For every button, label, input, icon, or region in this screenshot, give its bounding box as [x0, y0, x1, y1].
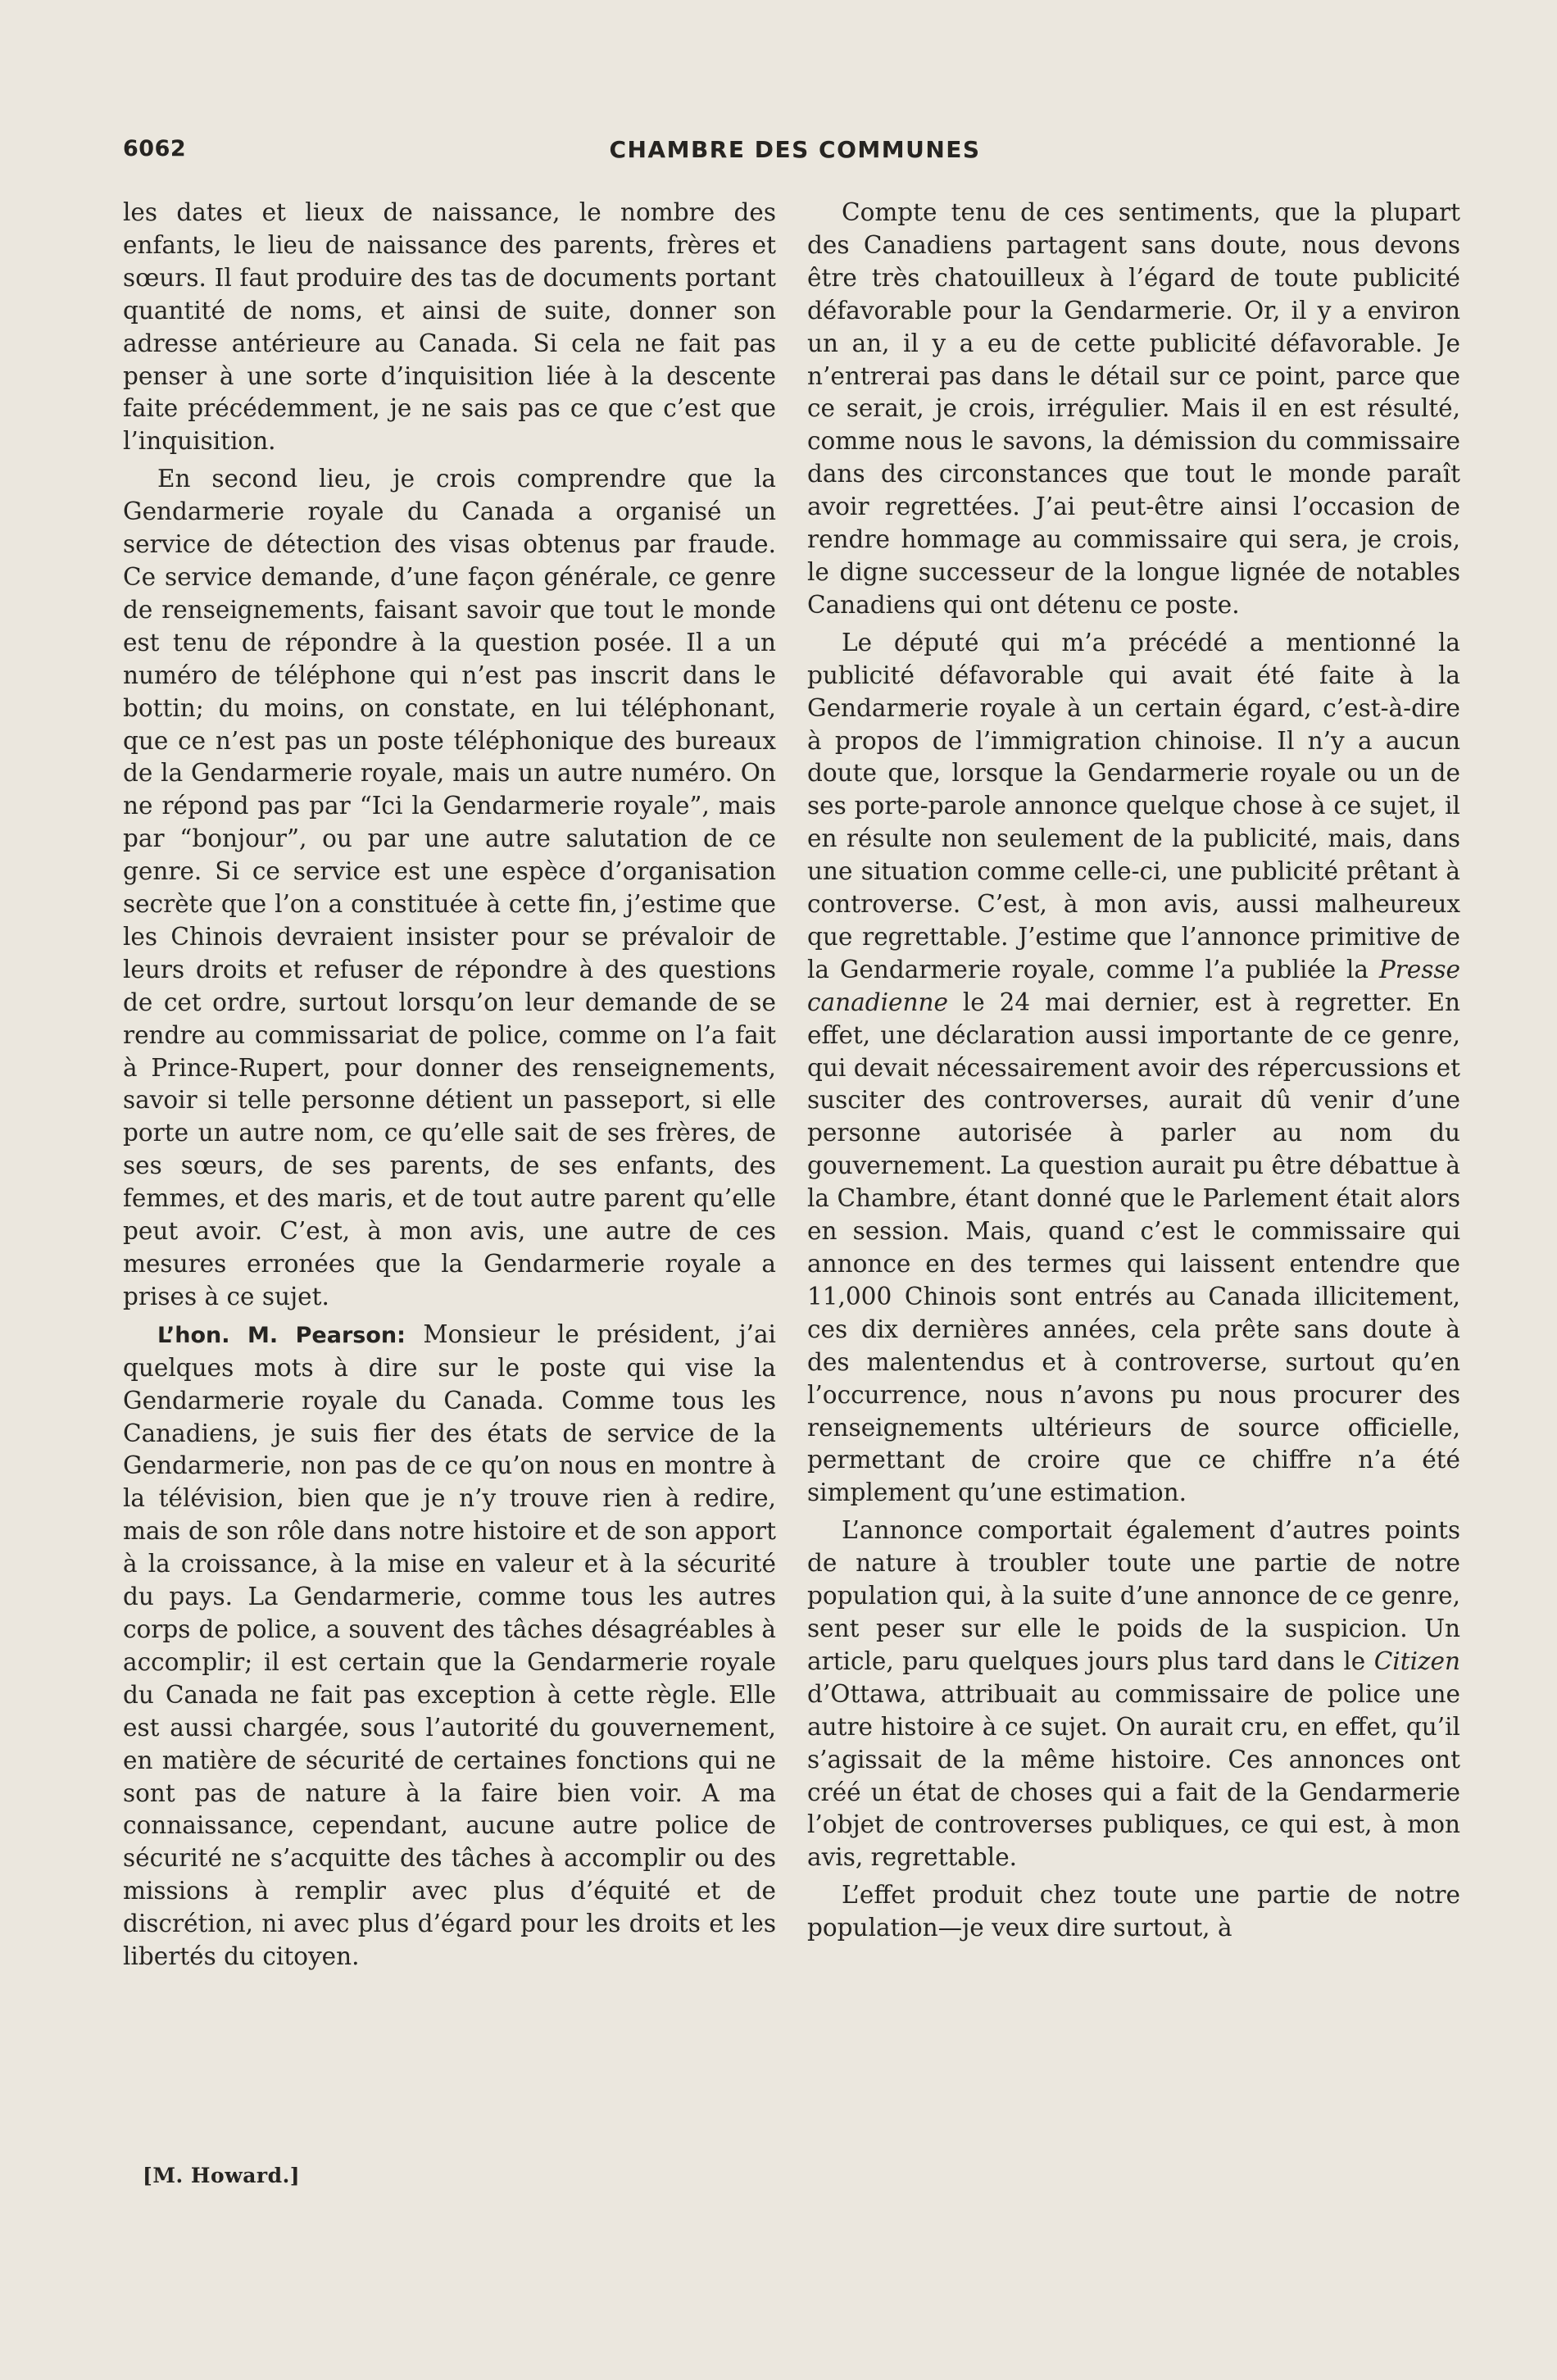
paragraph-text: Le député qui m’a précédé a mentionné la publicité défavorable qui avait été faite à la Gendarmerie royale à un certain égard, c’est-à-dire à propos de l’immigration chinoise. Il n’y a aucun doute que, lorsque la Gendarmerie royale ou un de ses porte-parole annonce quelque chose à ce sujet, il en résulte non seulement de la publicité, mais, dans une situation comme celle-ci, une publicité prêtant à controverse. C’est, à mon avis, aussi malheureux que regrettable. J’estime que l’annonce primitive de la Gendarmerie royale, comme l’a publiée la	[807, 628, 1460, 983]
paragraph: Compte tenu de ces sentiments, que la plupart des Canadiens partagent sans doute, nous devons être très chatouilleux à l’égard de toute publicité défavorable pour la Gendarmerie. Or, il y a environ un an, il y a eu de cette publicité défavorable. Je n’entrerai pas dans le détail sur ce point, parce que ce serait, je crois, irrégulier. Mais il en est résulté, comme nous le savons, la démission du commissaire dans des circonstances que tout le monde paraît avoir regrettées. J’ai peut-être ainsi l’occasion de rendre hommage au commissaire qui sera, je crois, le digne successeur de la longue lignée de notables Canadiens qui ont détenu ce poste.	[807, 198, 1460, 619]
right-column	[807, 197, 1460, 1950]
paragraph-text: L’annonce comportait également d’autres points de nature à troubler toute une partie de notre population qui, à la suite d’une annonce de ce genre, sent peser sur elle le poids de la suspicion. Un article, paru quelques jours plus tard dans le	[807, 1516, 1460, 1675]
publication-name: Presse canadienne	[807, 955, 1460, 1016]
speech-text: Monsieur le président, j’ai quelques mots à dire sur le poste qui vise la Gendarmerie royale du Canada. Comme tous les Canadiens, je suis fier des états de service de la Gendarmerie, non pas de ce qu’on nous en montre à la télévision, bien que je n’y trouve rien à redire, mais de son rôle dans notre histoire et de son apport à la croissance, à la mise en valeur et à la sécurité du pays. La Gendarmerie, comme tous les autres corps de police, a souvent des tâches désagréables à accomplir; il est certain que la Gendarmerie royale du Canada ne fait pas exception à cette règle. Elle est aussi chargée, sous l’autorité du gouvernement, en matière de sécurité de certaines fonctions qui ne sont pas de nature à la faire bien voir. A ma connaissance, cependant, aucune autre police de sécurité ne s’acquitte des tâches à accomplir ou des missions à remplir avec plus d’équité et de discrétion, ni avec plus d’égard pour les droits et les libertés du citoyen.	[123, 1319, 776, 1971]
speaker-name: L’hon. M. Pearson:	[157, 1322, 406, 1348]
paragraph: les dates et lieux de naissance, le nombre des enfants, le lieu de naissance des parents, frères et sœurs. Il faut produire des tas de documents portant quantité de noms, et ainsi de suite, donner son adresse antérieure au Canada. Si cela ne fait pas penser à une sorte d’inquisition liée à la descente faite précédemment, je ne sais pas ce que c’est que l’inquisition.	[123, 198, 776, 456]
paragraph	[807, 1515, 1460, 1874]
page-number: 6062	[123, 136, 187, 161]
running-title: CHAMBRE DES COMMUNES	[609, 136, 981, 163]
speaker-attribution: [M. Howard.]	[143, 2164, 301, 2187]
speech-paragraph	[123, 1319, 776, 1973]
paragraph	[807, 627, 1460, 1510]
left-column	[123, 197, 776, 1978]
page-header	[123, 136, 1467, 172]
paragraph: L’effet produit chez toute une partie de notre population—je veux dire surtout, à	[807, 1881, 1460, 1942]
paragraph: En second lieu, je crois comprendre que la Gendarmerie royale du Canada a organisé un service de détection des visas obtenus par fraude. Ce service demande, d’une façon générale, ce genre de renseignements, faisant savoir que tout le monde est tenu de répondre à la question posée. Il a un numéro de téléphone qui n’est pas inscrit dans le bottin; du moins, on constate, en lui téléphonant, que ce n’est pas un poste téléphonique des bureaux de la Gendarmerie royale, mais un autre numéro. On ne répond pas par “Ici la Gendarmerie royale”, mais par “bonjour”, ou par une autre salutation de ce genre. Si ce service est une espèce d’organisation secrète que l’on a constituée à cette fin, j’estime que les Chinois devraient insister pour se prévaloir de leurs droits et refuser de répondre à des questions de cet ordre, surtout lorsqu’on leur demande de se rendre au commissariat de police, comme on l’a fait à Prince-Rupert, pour donner des renseignements, savoir si telle personne détient un passeport, si elle porte un autre nom, ce qu’elle sait de ses frères, de ses sœurs, de ses parents, de ses enfants, des femmes, et des maris, et de tout autre parent qu’elle peut avoir. C’est, à mon avis, une autre de ces mesures erronées que la Gendarmerie royale a prises à ce sujet.	[123, 465, 776, 1310]
paragraph-text: d’Ottawa, attribuait au commissaire de police une autre histoire à ce sujet. On aurait cru, en effet, qu’il s’agissait de la même histoire. Ces annonces ont créé un état de choses qui a fait de la Gendarmerie l’objet de controverses publiques, ce qui est, à mon avis, regrettable.	[807, 1679, 1460, 1872]
paragraph-text: le 24 mai dernier, est à regretter. En effet, une déclaration aussi importante de ce genre, qui devait nécessairement avoir des répercussions et susciter des controverses, aurait dû venir d’une personne autorisée à parler au nom du gouvernement. La question aurait pu être débattue à la Chambre, étant donné que le Parlement était alors en session. Mais, quand c’est le commissaire qui annonce en des termes qui laissent entendre que 11,000 Chinois sont entrés au Canada illicitement, ces dix dernières années, cela prête sans doute à des malentendus et à controverse, surtout qu’en l’occurrence, nous n’avons pu nous procurer des renseignements ultérieurs de source officielle, permettant de croire que ce chiffre n’a été simplement qu’une estimation.	[807, 988, 1460, 1507]
publication-name: Citizen	[1373, 1646, 1460, 1675]
